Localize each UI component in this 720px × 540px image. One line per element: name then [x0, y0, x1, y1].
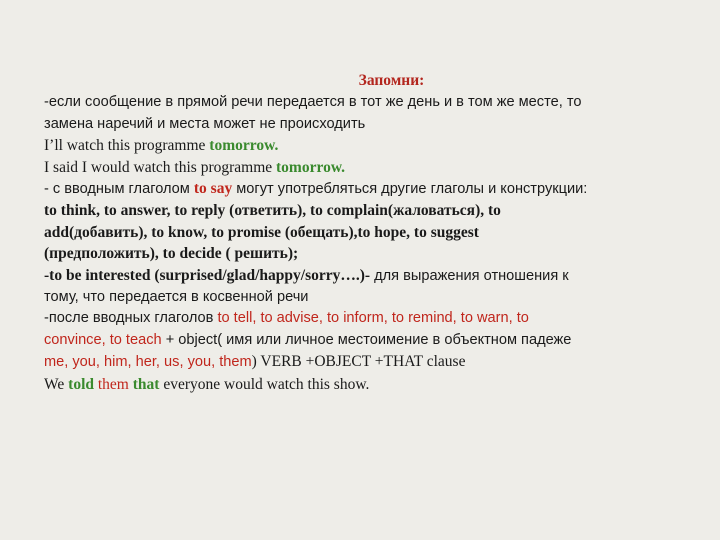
rule4-line2	[44, 330, 684, 351]
rule4-line1	[44, 308, 684, 329]
example1-highlight: tomorrow.	[209, 137, 279, 155]
slide-content	[44, 70, 684, 395]
rule3-line1	[44, 265, 684, 287]
example3-told: told	[68, 375, 94, 393]
verbs-line3: (предположить), to decide ( решить);	[44, 245, 299, 263]
example3	[44, 374, 684, 395]
rule4-verbs1: to tell, to advise, to inform, to remind, to warn, to	[217, 310, 529, 327]
example3-that: that	[132, 375, 160, 393]
example3-them: them	[94, 375, 133, 393]
example2-text: I said I would watch this programme	[44, 158, 277, 176]
example2	[44, 157, 684, 178]
rule4-pronouns: me, you, him, her, us, you, them	[44, 354, 252, 371]
rule1-line1: -если сообщение в прямой речи передается в тот же день и в том же месте, то	[44, 94, 582, 111]
verbs-line1: to think, to answer, to reply (ответить), to complain(жаловаться), to	[44, 202, 501, 220]
rule2-line	[44, 178, 684, 200]
example2-highlight: tomorrow.	[276, 158, 346, 176]
rule4-line3	[44, 351, 684, 373]
example1	[44, 135, 684, 156]
rule4-pre: -после вводных глаголов	[44, 310, 218, 327]
rule2-pre: - с вводным глаголом	[44, 181, 194, 198]
rule4-end: ) VERB +OBJECT +THAT clause	[251, 353, 466, 371]
rule4-mid: + object( имя или личное местоимение в объектном падеже	[161, 331, 572, 348]
rule3-line2: тому, что передается в косвенной речи	[44, 289, 309, 306]
rule4-verbs2: convince, to teach	[44, 331, 162, 348]
example1-text: I’ll watch this programme	[44, 137, 210, 155]
example3-we: We	[44, 375, 69, 393]
rule1-line2: замена наречий и места может не происходить	[44, 115, 366, 132]
rule3-bold: -to be interested (surprised/glad/happy/sorry….)-	[44, 266, 371, 284]
rule2-highlight: to say	[193, 180, 233, 198]
rule2-post: могут употребляться другие глаголы и конструкции:	[232, 181, 588, 198]
slide-title: Запомни:	[358, 72, 425, 89]
verbs-line2: add(добавить), to know, to promise (обещать),to hope, to suggest	[44, 223, 479, 241]
example3-rest: everyone would watch this show.	[159, 375, 370, 393]
rule3-rest: для выражения отношения к	[370, 267, 569, 284]
